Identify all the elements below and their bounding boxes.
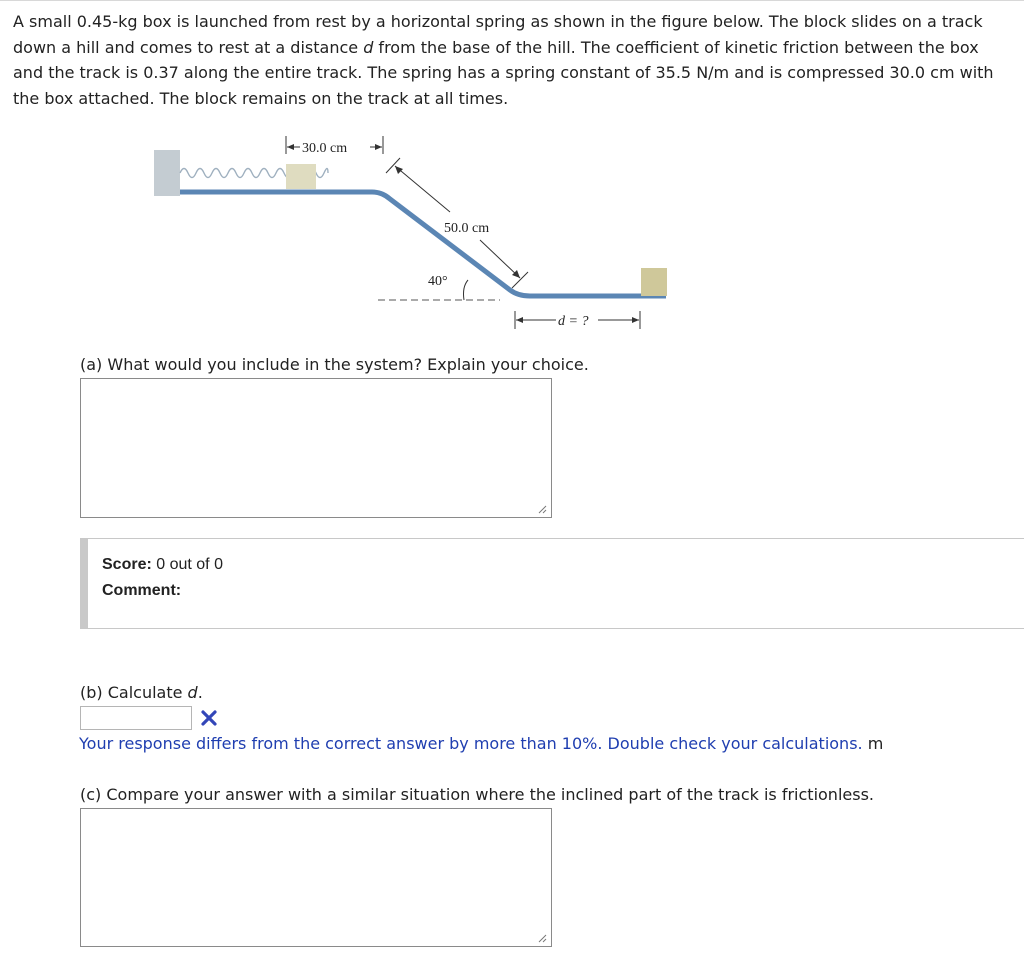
- part-b-prefix: (b) Calculate: [80, 683, 188, 702]
- dim-d-arrow-left: [516, 317, 523, 323]
- problem-var-d: d: [363, 37, 374, 57]
- score-accent-bar: [80, 539, 88, 628]
- dim-spring-arrow-left: [287, 144, 294, 150]
- incorrect-x-icon: [200, 709, 218, 727]
- box-start: [286, 164, 316, 189]
- part-b-unit: m: [867, 734, 884, 753]
- dim-incline-arrow-top: [395, 166, 403, 174]
- score-label: Score:: [102, 556, 152, 573]
- feedback-text: Your response differs from the correct answer by more than 10%. Double check your calculations.: [79, 734, 863, 753]
- part-b-var: d: [187, 683, 198, 702]
- track: [180, 192, 666, 296]
- track-figure: [150, 128, 680, 340]
- score-panel: [80, 538, 1024, 629]
- dim-spring-arrow-right: [375, 144, 382, 150]
- spring-wall: [154, 150, 180, 196]
- score-value: 0 out of 0: [156, 556, 223, 573]
- part-c-question: (c) Compare your answer with a similar situation where the inclined part of the track is frictionless.: [80, 785, 874, 804]
- problem-text-2: from the base of the hill. The coefficient of kinetic friction between the box and the track is 0.37 along the entire track. The spring has a spring constant of 35.5 N/m and is compressed 30.0 cm with the box attached. The block remains on the track at all times.: [13, 37, 994, 108]
- part-a-answer-textarea[interactable]: [80, 378, 552, 518]
- part-c-answer-textarea[interactable]: [80, 808, 552, 947]
- dim-d-label: d = ?: [558, 314, 589, 329]
- dim-incline-line-upper: [395, 166, 450, 212]
- part-b-answer-input[interactable]: [80, 706, 192, 730]
- part-b-suffix: .: [197, 683, 203, 702]
- part-b-feedback: [79, 734, 883, 753]
- part-b-question: [80, 683, 203, 702]
- part-a-question: (a) What would you include in the system? Explain your choice.: [80, 355, 589, 374]
- box-end: [641, 268, 667, 296]
- dim-d-arrow-right: [632, 317, 639, 323]
- comment-line: [102, 582, 181, 600]
- problem-statement: [13, 9, 1008, 111]
- resize-grip-icon[interactable]: [537, 504, 547, 514]
- angle-label: 40°: [428, 274, 448, 289]
- dim-incline-label: 50.0 cm: [444, 221, 490, 236]
- score-line: [102, 556, 223, 574]
- problem-text-1: A small 0.45-kg box is launched from rest by a horizontal spring as shown in the figure below. The block slides on a track down a hill and comes to rest at a distance: [13, 12, 983, 57]
- resize-grip-icon[interactable]: [537, 933, 547, 943]
- dim-spring-label: 30.0 cm: [302, 141, 348, 156]
- top-divider: [0, 0, 1024, 1]
- comment-label: Comment:: [102, 582, 182, 599]
- angle-arc: [464, 280, 469, 300]
